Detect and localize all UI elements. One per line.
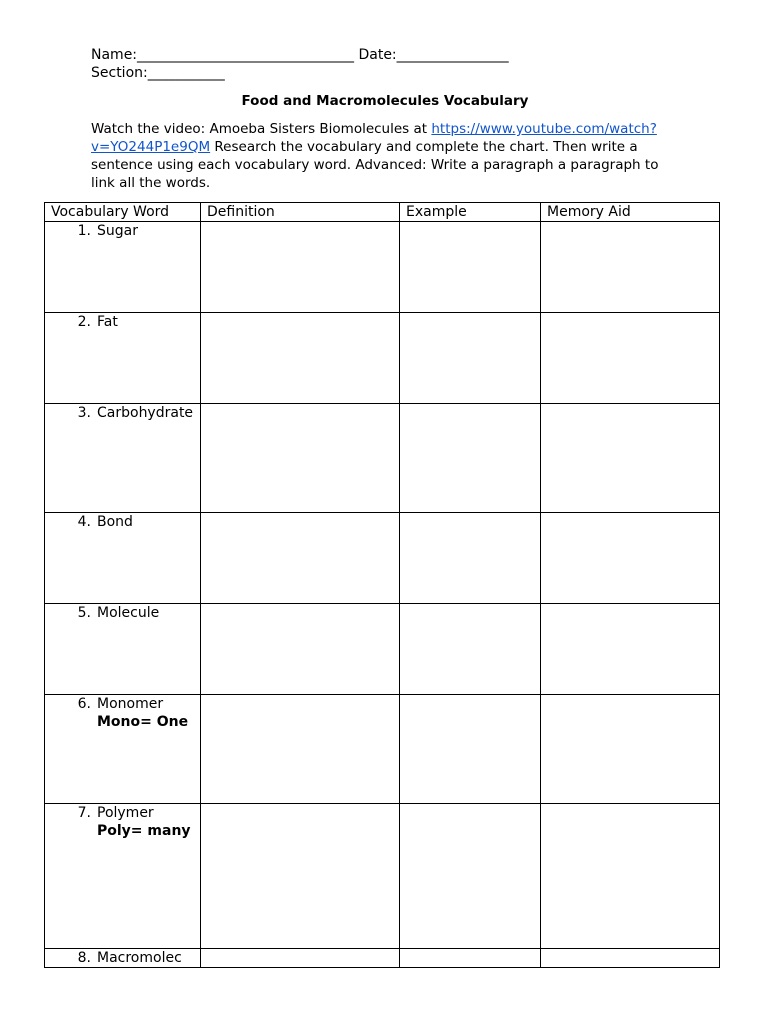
vocabulary-word: Molecule bbox=[97, 605, 160, 621]
page-title: Food and Macromolecules Vocabulary bbox=[241, 93, 529, 109]
table-header-row bbox=[45, 203, 720, 222]
vocabulary-word: Sugar bbox=[97, 223, 138, 239]
example-cell[interactable] bbox=[400, 695, 541, 804]
vocabulary-word: Polymer bbox=[97, 805, 154, 821]
instructions-text-end: Research the vocabulary and complete the chart. Then write a sentence using each vocabulary word. Advanced: Write a paragraph a paragraph to link all the words. bbox=[91, 139, 659, 191]
memory-aid-cell[interactable] bbox=[541, 313, 720, 404]
vocabulary-word-cell bbox=[45, 949, 201, 968]
example-cell[interactable] bbox=[400, 513, 541, 604]
table-row bbox=[45, 222, 720, 313]
vocabulary-table bbox=[44, 202, 720, 968]
definition-cell[interactable] bbox=[201, 513, 400, 604]
vocabulary-word: Bond bbox=[97, 514, 133, 530]
header-example: Example bbox=[400, 203, 541, 222]
definition-cell[interactable] bbox=[201, 804, 400, 949]
definition-cell[interactable] bbox=[201, 222, 400, 313]
example-cell[interactable] bbox=[400, 313, 541, 404]
word-hint: Poly= many bbox=[97, 823, 191, 839]
definition-cell[interactable] bbox=[201, 404, 400, 513]
table-row bbox=[45, 695, 720, 804]
row-number: 3. bbox=[77, 405, 91, 421]
name-date-line: Name:_______________________________ Date:________________ bbox=[91, 47, 509, 63]
instructions-text-start: Watch the video: Amoeba Sisters Biomolecules at bbox=[91, 121, 432, 137]
example-cell[interactable] bbox=[400, 222, 541, 313]
table-row bbox=[45, 604, 720, 695]
vocabulary-word-cell bbox=[45, 313, 201, 404]
word-hint: Mono= One bbox=[97, 714, 189, 730]
definition-cell[interactable] bbox=[201, 949, 400, 968]
instructions bbox=[91, 120, 683, 192]
header-memory-aid: Memory Aid bbox=[541, 203, 720, 222]
memory-aid-cell[interactable] bbox=[541, 604, 720, 695]
memory-aid-cell[interactable] bbox=[541, 513, 720, 604]
row-number: 8. bbox=[77, 950, 91, 966]
vocabulary-word-cell bbox=[45, 404, 201, 513]
vocabulary-word: Fat bbox=[97, 314, 118, 330]
memory-aid-cell[interactable] bbox=[541, 222, 720, 313]
row-number: 5. bbox=[77, 605, 91, 621]
example-cell[interactable] bbox=[400, 804, 541, 949]
definition-cell[interactable] bbox=[201, 695, 400, 804]
table-row bbox=[45, 804, 720, 949]
table-row bbox=[45, 949, 720, 968]
table-row bbox=[45, 404, 720, 513]
vocabulary-word: Macromolec bbox=[97, 950, 182, 966]
example-cell[interactable] bbox=[400, 604, 541, 695]
memory-aid-cell[interactable] bbox=[541, 404, 720, 513]
definition-cell[interactable] bbox=[201, 313, 400, 404]
table-row bbox=[45, 313, 720, 404]
row-number: 2. bbox=[77, 314, 91, 330]
example-cell[interactable] bbox=[400, 949, 541, 968]
vocabulary-word-cell bbox=[45, 513, 201, 604]
row-number: 1. bbox=[77, 223, 91, 239]
vocabulary-word-cell bbox=[45, 695, 201, 804]
row-number: 7. bbox=[77, 805, 91, 821]
table-row bbox=[45, 513, 720, 604]
vocabulary-word-cell bbox=[45, 804, 201, 949]
example-cell[interactable] bbox=[400, 404, 541, 513]
section-line: Section:___________ bbox=[91, 65, 225, 81]
definition-cell[interactable] bbox=[201, 604, 400, 695]
row-number: 4. bbox=[77, 514, 91, 530]
vocabulary-word: Monomer bbox=[97, 696, 164, 712]
row-number: 6. bbox=[77, 696, 91, 712]
vocabulary-word: Carbohydrate bbox=[97, 405, 194, 421]
vocabulary-word-cell bbox=[45, 604, 201, 695]
video-link[interactable]: https://www.youtube.com/watch?v=YO244P1e9QM bbox=[91, 121, 657, 155]
header-vocabulary-word: Vocabulary Word bbox=[45, 203, 201, 222]
vocabulary-word-cell bbox=[45, 222, 201, 313]
memory-aid-cell[interactable] bbox=[541, 695, 720, 804]
header-definition: Definition bbox=[201, 203, 400, 222]
memory-aid-cell[interactable] bbox=[541, 949, 720, 968]
memory-aid-cell[interactable] bbox=[541, 804, 720, 949]
